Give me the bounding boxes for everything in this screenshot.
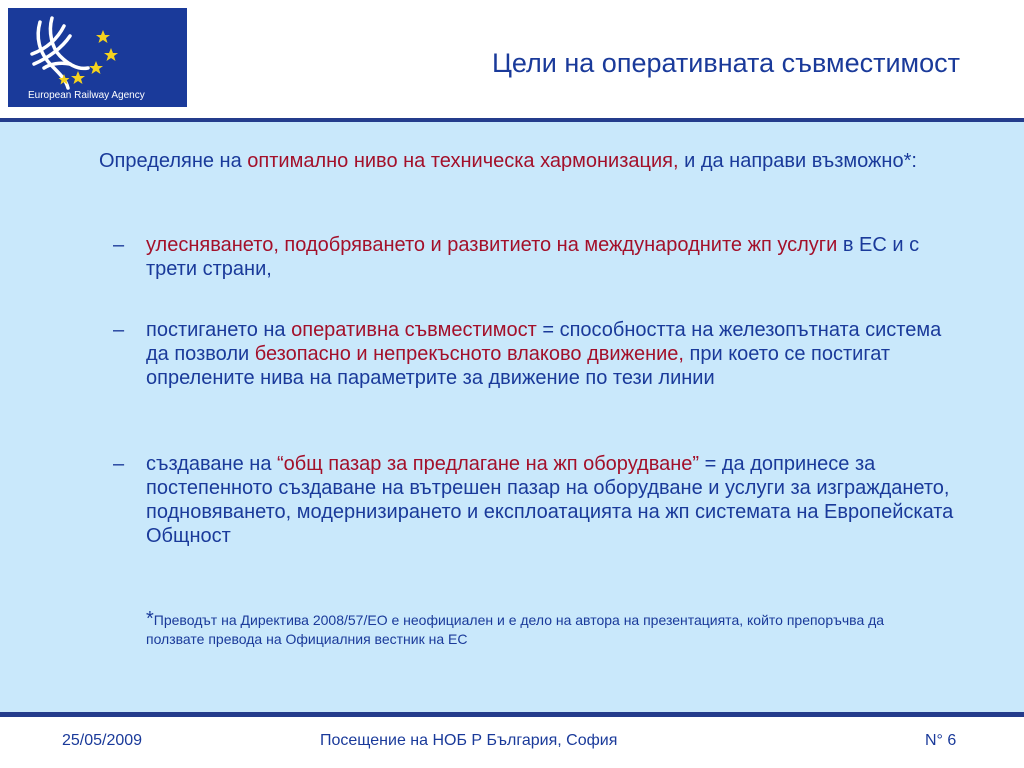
footer-divider bbox=[0, 712, 1024, 717]
slide-number: N° 6 bbox=[925, 732, 957, 749]
footnote bbox=[146, 610, 946, 649]
star-icon bbox=[71, 71, 85, 84]
logo-text: European Railway Agency bbox=[28, 90, 145, 101]
bullet-highlight: безопасно и непрекъсното влаково движение, bbox=[254, 343, 684, 365]
star-icon bbox=[96, 30, 110, 43]
bullet-highlight: оперативна съвместимост bbox=[291, 319, 537, 341]
bullet-text: създаване на bbox=[146, 453, 277, 475]
bullet-text: постигането на bbox=[146, 319, 292, 341]
bullet-text: при което се постигат опрелените нива на параметрите за движение по тези линии bbox=[146, 343, 891, 389]
footnote-text: Преводът на Директива 2008/57/ЕО е неофициален и е дело на автора на презентацията, който препоръчва да ползвате превода на Официалния вестник на ЕС bbox=[146, 612, 885, 647]
era-logo bbox=[8, 8, 187, 107]
footnote-marker: * bbox=[146, 608, 154, 630]
intro-text: Определяне на bbox=[99, 150, 248, 172]
bullet-highlight: улесняването, подобряването и развитието на международните жп услуги bbox=[146, 234, 838, 256]
slide-title: Цели на оперативната съвместимост bbox=[491, 48, 960, 78]
footer-event: Посещение на НОБ Р България, София bbox=[320, 732, 618, 749]
bullet-dash: – bbox=[113, 453, 125, 475]
star-icon bbox=[89, 61, 103, 74]
bullet-text: = да допринесе за постепенното създаване на вътрешен пазар на оборудване и услуги за изграждането, подновяването, модернизирането и експлоатацията на жп системата на Европейската Общност bbox=[146, 453, 954, 547]
star-icon bbox=[104, 48, 118, 61]
intro-highlight: оптимално ниво на техническа хармонизация, bbox=[247, 150, 679, 172]
bullet-item bbox=[146, 318, 966, 390]
footer-date: 25/05/2009 bbox=[62, 732, 143, 749]
bullet-item bbox=[146, 452, 966, 548]
bullet-highlight: “общ пазар за предлагане на жп оборудване” bbox=[277, 453, 700, 475]
bullet-text: в ЕС и с трети страни, bbox=[146, 234, 920, 280]
bullet-dash: – bbox=[113, 234, 125, 256]
bullet-text: = способността на железопътната система да позволи bbox=[146, 319, 942, 365]
bullet-item bbox=[146, 233, 966, 281]
logo-swirl-2 bbox=[50, 18, 88, 68]
logo-swirl-5 bbox=[44, 63, 70, 68]
intro-text: и да направи възможно*: bbox=[678, 150, 917, 172]
intro-paragraph bbox=[99, 149, 979, 173]
bullet-dash: – bbox=[113, 319, 125, 341]
